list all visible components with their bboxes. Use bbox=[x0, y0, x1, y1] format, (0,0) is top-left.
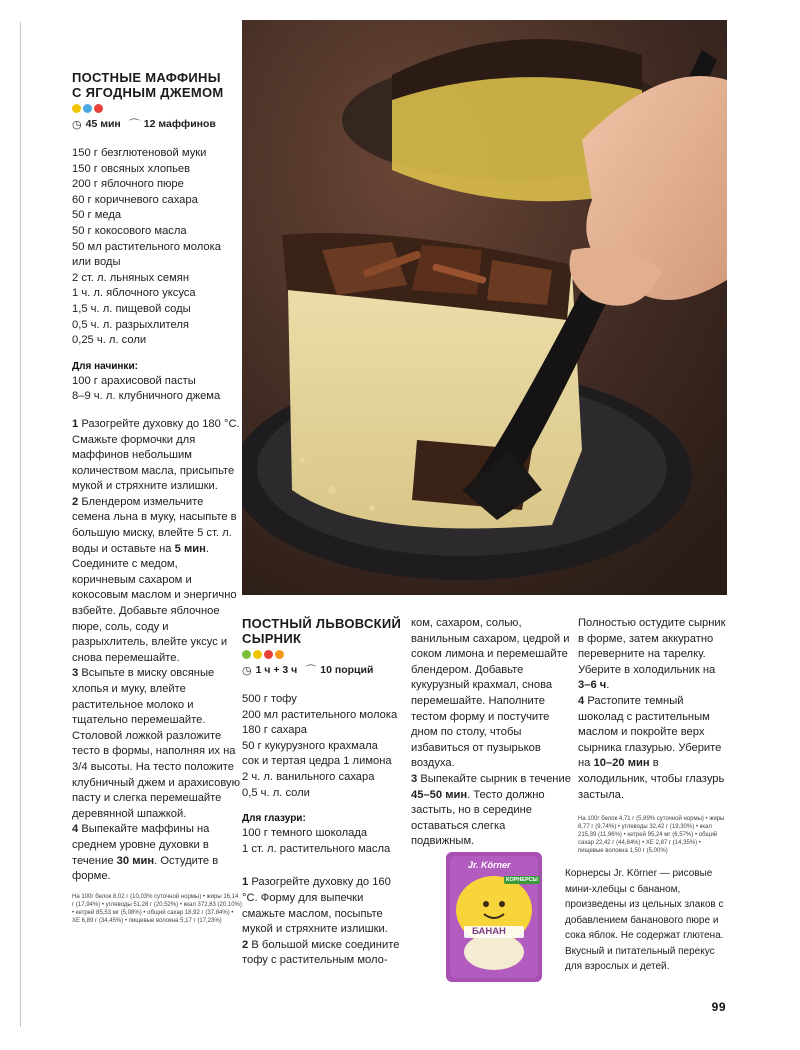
diet-tag-icon bbox=[94, 104, 103, 113]
diet-tag-icon bbox=[72, 104, 81, 113]
product-package bbox=[446, 852, 542, 982]
ingredient: 50 г кокосового масла bbox=[72, 224, 187, 237]
diet-tag-icon bbox=[275, 650, 284, 659]
ingredient: 50 г меда bbox=[72, 209, 122, 222]
ingredient: 0,5 ч. л. разрыхлителя bbox=[72, 318, 189, 331]
step: 4 Выпекайте маффины на среднем уровне духовки в течение 30 мин. Остудите в форме. bbox=[72, 823, 219, 883]
page-margin-rule bbox=[20, 22, 21, 1027]
ingredient: 150 г овсяных хлопьев bbox=[72, 162, 191, 175]
ingredient: 8–9 ч. л. клубничного джема bbox=[72, 390, 221, 403]
ingredient: 60 г коричневого сахара bbox=[72, 193, 198, 206]
product-caption: Корнерсы Jr. Körner — рисовые мини-хлебцы с бананом, произведены из цельных злаков с добавлением бананового пюре и сока яблок. Не содержат глютена. Вкусный и питательный перекус для взрослых и детей. bbox=[565, 868, 724, 972]
page-number: 99 bbox=[711, 1000, 726, 1014]
method-steps bbox=[242, 875, 402, 969]
clock-icon: ◷ bbox=[72, 118, 82, 131]
filling-heading: Для начинки: bbox=[72, 360, 138, 372]
product-brand: Jr. Körner bbox=[468, 860, 511, 870]
ingredient: 0,5 ч. л. соли bbox=[242, 786, 310, 799]
product-name-small: КОРНЕРСЫ bbox=[506, 877, 538, 883]
ingredient: сок и тертая цедра 1 лимона bbox=[242, 755, 392, 768]
step: 1 Разогрейте духовку до 180 °С. Смажьте формочки для маффинов небольшим количеством масла, присыпьте мукой и стряхните излишки. bbox=[72, 417, 240, 493]
recipe-cheesecake-continued bbox=[411, 616, 571, 850]
ingredient: или воды bbox=[72, 256, 121, 269]
step: 3 Всыпьте в миску овсяные хлопья и муку, влейте растительное молоко и тщательно перемешайте. Столовой ложкой разложите тесто в формы, наполняя их на 3/4 высоты. На тесто положите клубничный джем и арахисовую пасту и слегка перемешайте деревянной шпажкой. bbox=[72, 667, 241, 820]
diet-tags bbox=[72, 104, 242, 113]
ingredient: 50 г кукурузного крахмала bbox=[242, 739, 378, 752]
ingredient: 180 г сахара bbox=[242, 724, 307, 737]
servings-icon: ⌒ bbox=[128, 119, 140, 131]
ingredient: 1 ст. л. растительного масла bbox=[242, 842, 391, 855]
ingredients-list bbox=[72, 146, 242, 349]
method-steps bbox=[72, 417, 242, 885]
ingredient: 2 ст. л. льняных семян bbox=[72, 271, 190, 284]
step: 1 Разогрейте духовку до 160 °С. Форму для выпечки смажьте маслом, посыпьте мукой и стряхните излишки. bbox=[242, 876, 391, 936]
ingredient: 100 г арахисовой пасты bbox=[72, 374, 196, 387]
step: 3 Выпекайте сырник в течение 45–50 мин. Тесто должно застыть, но в середине оставаться слегка подвижным. bbox=[411, 772, 571, 848]
step: 2 В большой миске соедините тофу с растительным моло- bbox=[242, 938, 400, 967]
ingredient: 500 г тофу bbox=[242, 693, 297, 705]
recipe-meta: ◷ 45 мин ⌒ 12 маффинов bbox=[72, 118, 216, 131]
nutrition-info: На 100г белок 4,71 г (5,89% суточной нормы) • жиры 8,77 г (9,74%) • углеводы 32,42 г (19,30%) • ккал 215,39 (11,96%) • кетрей 95,24 мг (6,57%) • общий сахар 22,42 г (44,84%) • ХЕ 2,87 г (14,35%) • пищевые волокна 1,50 г (5,00%) bbox=[578, 816, 725, 855]
diet-tag-icon bbox=[264, 650, 273, 659]
ingredient: 200 мл растительного молока bbox=[242, 708, 398, 721]
ingredient: 0,25 ч. л. соли bbox=[72, 334, 147, 347]
ingredient: 100 г темного шоколада bbox=[242, 827, 368, 840]
diet-tag-icon bbox=[242, 650, 251, 659]
ingredient: 200 г яблочного пюре bbox=[72, 178, 184, 191]
product-name: БАНАН bbox=[472, 926, 506, 937]
diet-tag-icon bbox=[253, 650, 262, 659]
recipe-title: ПОСТНЫЙ ЛЬВОВСКИЙ СЫРНИК bbox=[242, 616, 402, 646]
diet-tags bbox=[242, 650, 402, 659]
glaze-heading: Для глазури: bbox=[242, 813, 306, 825]
cheesecake-photo bbox=[242, 20, 727, 595]
recipe-title: ПОСТНЫЕ МАФФИНЫ С ЯГОДНЫМ ДЖЕМОМ bbox=[72, 70, 224, 100]
ingredient: 50 мл растительного молока bbox=[72, 240, 221, 253]
step: 4 Растопите темный шоколад с растительным маслом и покройте верх сырника глазурью. Уберите на 10–20 мин в холодильник, чтобы глазурь застыла. bbox=[578, 694, 725, 801]
ingredient: 2 ч. л. ванильного сахара bbox=[242, 770, 375, 783]
step: ком, сахаром, солью, ванильным сахаром, цедрой и соком лимона и перемешайте блендером. Добавьте кукурузный крахмал, снова перемешайте. Наполните тестом форму и постучите дном по столу, чтобы избавиться от пузырьков воздуха. bbox=[411, 617, 570, 770]
filling-list bbox=[72, 374, 242, 405]
clock-icon: ◷ bbox=[242, 664, 252, 677]
diet-tag-icon bbox=[83, 104, 92, 113]
ingredients-list bbox=[242, 692, 402, 801]
step: 2 Блендером измельчите семена льна в муку, насыпьте в большую миску, влейте 5 ст. л. воды и оставьте на 5 мин. Соедините с медом, коричневым сахаром и кокосовым маслом и энергично взбейте. Добавьте яблочное пюре, соль, соду и разрыхлитель, влейте уксус и снова перемешайте. bbox=[72, 495, 237, 664]
recipe-cheesecake-end bbox=[578, 616, 728, 855]
recipe-cheesecake bbox=[242, 616, 402, 969]
step2-part1: В большой миске соедините тофу с растительным моло- bbox=[242, 938, 400, 967]
ingredient: 1,5 ч. л. пищевой соды bbox=[72, 302, 191, 315]
servings-icon: ⌒ bbox=[305, 665, 317, 677]
step: Полностью остудите сырник в форме, затем аккуратно переверните на тарелку. Уберите в холодильник на 3–6 ч. bbox=[578, 617, 726, 692]
recipe-meta: ◷ 1 ч + 3 ч ⌒ 10 порций bbox=[242, 664, 374, 677]
glaze-list bbox=[242, 826, 402, 857]
nutrition-info: На 100г белок 8,02 г (10,03% суточной нормы) • жиры 16,14 г (17,94%) • углеводы 51,28 г (20,52%) • ккал 372,63 (20,10%) • кетрей 85,53 мг (5,08%) • общий сахар 18,92 г (37,84%) • ХЕ 6,89 г (34,45%) • пищевые волокна 5,17 г (17,23%) bbox=[72, 893, 242, 924]
recipe-muffins bbox=[72, 70, 242, 925]
ingredient: 1 ч. л. яблочного уксуса bbox=[72, 287, 196, 300]
ingredient: 150 г безглютеновой муки bbox=[72, 147, 207, 159]
